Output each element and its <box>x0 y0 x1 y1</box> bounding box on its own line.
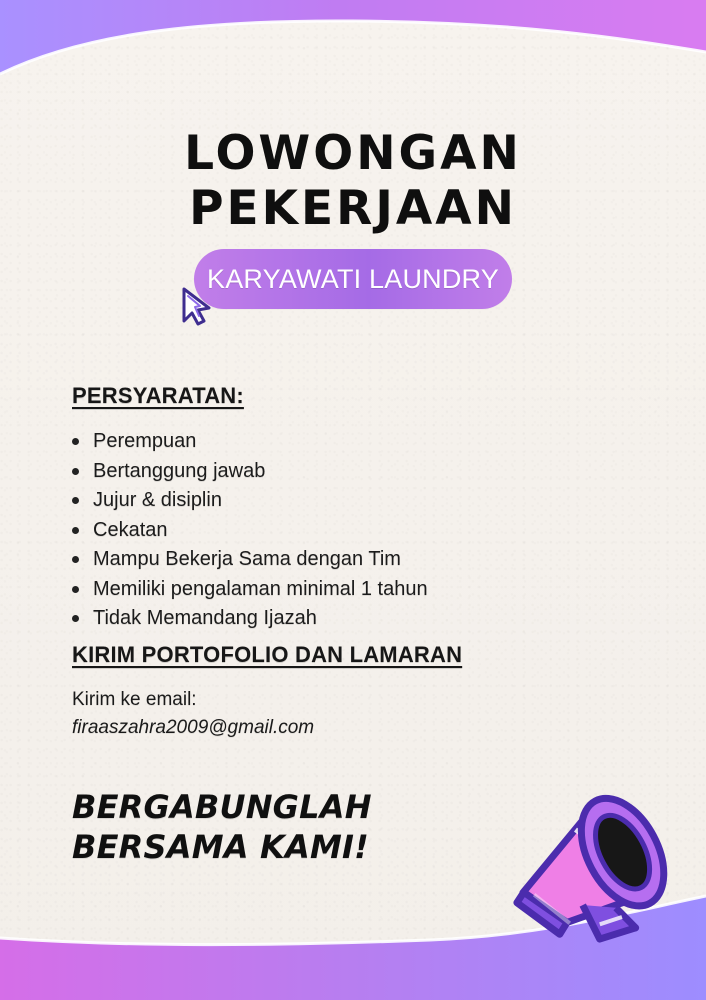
requirement-text: Tidak Memandang Ijazah <box>93 607 317 630</box>
requirement-item <box>72 575 428 605</box>
cursor-pointer-icon <box>179 286 217 326</box>
requirement-item <box>72 486 428 516</box>
title-line-2: PEKERJAAN <box>189 181 517 237</box>
requirement-text: Memiliki pengalaman minimal 1 tahun <box>93 577 428 600</box>
requirement-item <box>72 427 428 457</box>
application-heading: KIRIM PORTOFOLIO DAN LAMARAN <box>72 642 463 667</box>
megaphone-icon <box>488 770 702 984</box>
bullet-dot <box>72 497 79 504</box>
requirement-text: Jujur & disiplin <box>93 489 222 512</box>
requirement-text: Bertanggung jawab <box>93 459 266 482</box>
bullet-dot <box>72 527 79 534</box>
requirement-item <box>72 516 428 546</box>
requirement-item <box>72 604 428 634</box>
bullet-dot <box>72 615 79 622</box>
requirements-list <box>72 427 428 634</box>
call-to-action <box>72 787 372 867</box>
requirement-text: Perempuan <box>93 430 197 453</box>
bullet-dot <box>72 438 79 445</box>
call-to-action-line-2: BERSAMA KAMI! <box>72 828 369 866</box>
requirement-text: Mampu Bekerja Sama dengan Tim <box>93 548 401 571</box>
poster-title <box>0 126 706 237</box>
bullet-dot <box>72 586 79 593</box>
email-address: firaaszahra2009@gmail.com <box>72 717 315 738</box>
email-label: Kirim ke email: <box>72 689 197 710</box>
requirements-heading: PERSYARATAN: <box>72 383 244 408</box>
call-to-action-line-1: BERGABUNGLAH <box>72 788 372 826</box>
email-info <box>72 686 314 742</box>
title-line-1: LOWONGAN <box>184 126 522 181</box>
bullet-dot <box>72 556 79 563</box>
requirement-text: Cekatan <box>93 518 168 541</box>
requirement-item <box>72 457 428 487</box>
top-wave-decoration <box>0 0 706 110</box>
requirement-item <box>72 545 428 575</box>
bullet-dot <box>72 468 79 475</box>
job-title-pill: KARYAWATI LAUNDRY <box>194 249 512 309</box>
